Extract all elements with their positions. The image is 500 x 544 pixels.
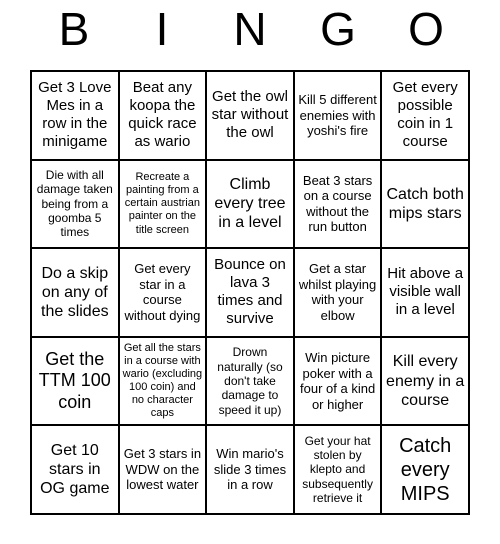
- bingo-cell-r3-c1[interactable]: Do a skip on any of the slides: [31, 248, 119, 337]
- bingo-cell-r1-c3[interactable]: Get the owl star without the owl: [206, 71, 294, 160]
- bingo-cell-r1-c1[interactable]: Get 3 Love Mes in a row in the minigame: [31, 71, 119, 160]
- bingo-cell-r4-c2[interactable]: Get all the stars in a course with wario (excluding 100 coin) and no character caps: [119, 337, 207, 426]
- bingo-cell-r1-c4[interactable]: Kill 5 different enemies with yoshi's fire: [294, 71, 382, 160]
- bingo-cell-r2-c1[interactable]: Die with all damage taken being from a goomba 5 times: [31, 160, 119, 249]
- bingo-cell-r3-c2[interactable]: Get every star in a course without dying: [119, 248, 207, 337]
- bingo-grid: [30, 70, 470, 515]
- bingo-cell-r1-c5[interactable]: Get every possible coin in 1 course: [381, 71, 469, 160]
- bingo-cell-r3-c5[interactable]: Hit above a visible wall in a level: [381, 248, 469, 337]
- bingo-cell-r5-c4[interactable]: Get your hat stolen by klepto and subsequently retrieve it: [294, 425, 382, 514]
- bingo-cell-r1-c2[interactable]: Beat any koopa the quick race as wario: [119, 71, 207, 160]
- bingo-cell-r5-c2[interactable]: Get 3 stars in WDW on the lowest water: [119, 425, 207, 514]
- header-letter-n: N: [233, 3, 267, 55]
- header-letter-b: B: [58, 3, 90, 55]
- bingo-cell-r5-c5[interactable]: Catch every MIPS: [381, 425, 469, 514]
- bingo-cell-r4-c1[interactable]: Get the TTM 100 coin: [31, 337, 119, 426]
- bingo-cell-r4-c4[interactable]: Win picture poker with a four of a kind or higher: [294, 337, 382, 426]
- bingo-cell-r5-c1[interactable]: Get 10 stars in OG game: [31, 425, 119, 514]
- bingo-cell-r4-c5[interactable]: Kill every enemy in a course: [381, 337, 469, 426]
- bingo-cell-r2-c2[interactable]: Recreate a painting from a certain austrian painter on the title screen: [119, 160, 207, 249]
- header-letter-g: G: [320, 3, 356, 55]
- bingo-cell-r2-c4[interactable]: Beat 3 stars on a course without the run button: [294, 160, 382, 249]
- header-letter-o: O: [408, 3, 444, 55]
- bingo-header: [30, 0, 470, 70]
- bingo-cell-r5-c3[interactable]: Win mario's slide 3 times in a row: [206, 425, 294, 514]
- bingo-cell-r2-c3[interactable]: Climb every tree in a level: [206, 160, 294, 249]
- bingo-cell-r4-c3[interactable]: Drown naturally (so don't take damage to speed it up): [206, 337, 294, 426]
- bingo-cell-r3-c3[interactable]: Bounce on lava 3 times and survive: [206, 248, 294, 337]
- header-letter-i: I: [155, 3, 169, 55]
- bingo-cell-r3-c4[interactable]: Get a star whilst playing with your elbow: [294, 248, 382, 337]
- bingo-cell-r2-c5[interactable]: Catch both mips stars: [381, 160, 469, 249]
